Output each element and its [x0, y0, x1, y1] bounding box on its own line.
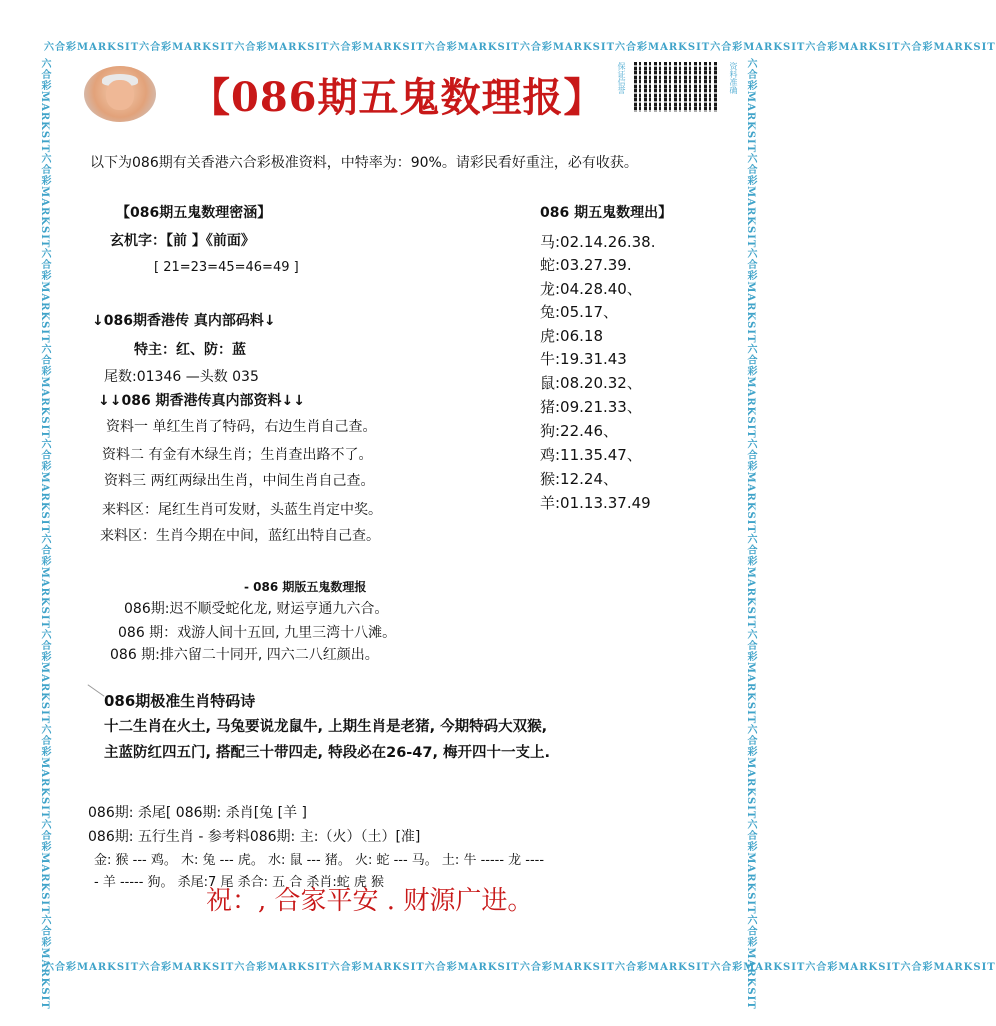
intro-text: 以下为086期有关香港六合彩极准资料，中特率为：90%。请彩民看好重注，必有收获。 — [90, 155, 638, 171]
zodiac-poem-line-2: 主蓝防红四五门, 搭配三十带四走, 特段必在26-47, 梅开四十一支上. — [104, 745, 551, 761]
zodiac-poem-line-1: 十二生肖在火土, 马兔要说龙鼠牛, 上期生肖是老猪, 今期特码大双猴, — [104, 719, 548, 735]
elements-line-2: - 羊 ----- 狗。 杀尾:7 尾 杀合: 五 合 杀肖:蛇 虎 猴 — [94, 875, 385, 890]
tail-numbers: 尾数:01346 —头数 035 — [104, 369, 259, 385]
watermark-left: 六合彩MARKSIT六合彩MARKSIT六合彩MARKSIT六合彩MARKSIT六合彩MARKSIT六合彩MARKSIT六合彩MARKSIT六合彩MARKSIT六合彩MARKSIT六合彩MARKSIT — [39, 58, 50, 1010]
material-line-5: 来料区：生肖今期在中间，蓝红出特自己查。 — [100, 528, 380, 544]
zodiac-row: 鼠:08.20.32、 — [540, 374, 642, 392]
zodiac-row: 马:02.14.26.38. — [540, 233, 656, 251]
zodiac-heading: 086 期五鬼数理出】 — [540, 205, 673, 221]
special-numbers: [ 21=23=45=46=49 ] — [154, 260, 299, 275]
qr-block — [612, 62, 740, 114]
insider2-heading: ↓↓086 期香港传真内部资料↓↓ — [98, 393, 306, 409]
avatar-portrait — [84, 66, 156, 122]
five-elements-line: 086期: 五行生肖 - 参考料086期: 主:（火）（土）[准] — [88, 829, 421, 845]
qr-label-right: 资料准确 — [729, 62, 738, 94]
avatar-face — [106, 80, 134, 110]
zodiac-row: 龙:04.28.40、 — [540, 280, 642, 298]
zodiac-row: 兔:05.17、 — [540, 303, 618, 321]
page-title: 【086期五鬼数理报】 — [190, 74, 605, 121]
zodiac-row: 虎:06.18 — [540, 327, 603, 345]
kill-line: 086期: 杀尾[ 086期: 杀肖[兔 [羊 ] — [88, 805, 307, 821]
watermark-top: 六合彩MARKSIT六合彩MARKSIT六合彩MARKSIT六合彩MARKSIT六合彩MARKSIT六合彩MARKSIT六合彩MARKSIT六合彩MARKSIT六合彩MARKSIT六合彩MARKSIT — [44, 42, 996, 53]
zodiac-row: 狗:22.46、 — [540, 422, 618, 440]
secret-heading: 【086期五鬼数理密涵】 — [116, 205, 272, 221]
qr-code-icon — [634, 62, 718, 112]
material-line-4: 来料区：尾红生肖可发财，头蓝生肖定中奖。 — [102, 502, 382, 518]
elements-line-1: 金: 猴 --- 鸡。 木: 兔 --- 虎。 水: 鼠 --- 猪。 火: 蛇 --- 马。 土: 牛 ----- 龙 ---- — [94, 853, 545, 868]
special-color: 特主：红、防：蓝 — [134, 342, 246, 358]
material-line-3: 资料三 两红两绿出生肖，中间生肖自己查。 — [104, 473, 375, 489]
poem-line-2: 086 期：戏游人间十五回, 九里三湾十八滩。 — [118, 625, 397, 641]
watermark-right: 六合彩MARKSIT六合彩MARKSIT六合彩MARKSIT六合彩MARKSIT六合彩MARKSIT六合彩MARKSIT六合彩MARKSIT六合彩MARKSIT六合彩MARKSIT六合彩MARKSIT — [745, 58, 756, 1010]
zodiac-row: 鸡:11.35.47、 — [540, 446, 642, 464]
zodiac-row: 猴:12.24、 — [540, 470, 618, 488]
material-line-1: 资料一 单红生肖了特码，右边生肖自己查。 — [106, 419, 377, 435]
qr-label-left: 保证信誉 — [617, 62, 626, 94]
zodiac-row: 蛇:03.27.39. — [540, 256, 632, 274]
zodiac-row: 猪:09.21.33、 — [540, 398, 642, 416]
watermark-bottom: 六合彩MARKSIT六合彩MARKSIT六合彩MARKSIT六合彩MARKSIT六合彩MARKSIT六合彩MARKSIT六合彩MARKSIT六合彩MARKSIT六合彩MARKSIT六合彩MARKSIT — [44, 962, 996, 973]
mystery-word: 玄机字：【前 】《前面》 — [110, 233, 255, 249]
zodiac-poem-heading: 086期极准生肖特码诗 — [104, 692, 256, 710]
poem-heading: - 086 期版五鬼数理报 — [244, 580, 367, 594]
pen-mark — [88, 684, 105, 696]
poem-line-3: 086 期:排六留二十同开, 四六二八红颜出。 — [110, 647, 379, 663]
insider-heading: ↓086期香港传 真内部码料↓ — [92, 313, 276, 329]
poem-line-1: 086期:迟不顺受蛇化龙, 财运亨通九六合。 — [124, 601, 389, 617]
zodiac-row: 羊:01.13.37.49 — [540, 494, 651, 512]
wish-text: 祝：, 合家平安 . 财源广进。 — [206, 886, 534, 916]
material-line-2: 资料二 有金有木绿生肖；生肖查出路不了。 — [102, 447, 373, 463]
zodiac-row: 牛:19.31.43 — [540, 350, 627, 368]
